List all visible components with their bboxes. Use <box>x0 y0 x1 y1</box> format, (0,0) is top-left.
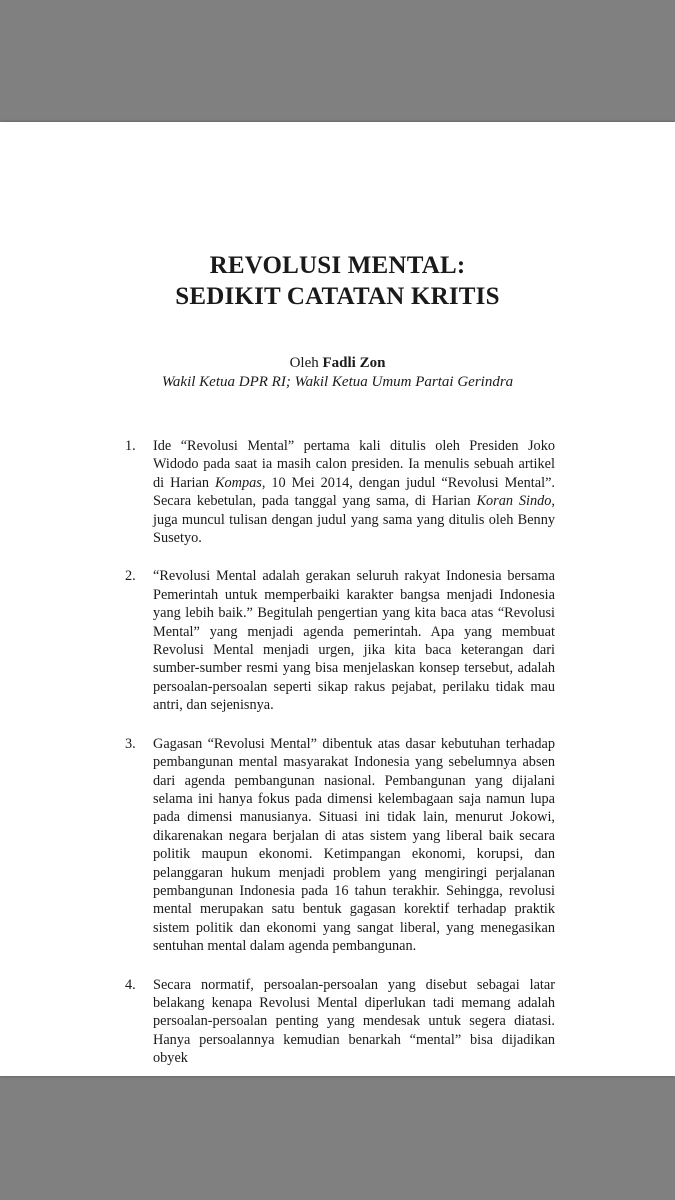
numbered-list <box>125 437 555 1088</box>
title-line-1: REVOLUSI MENTAL: <box>209 252 466 279</box>
title-line-2: SEDIKIT CATATAN KRITIS <box>175 283 500 310</box>
author-prefix: Oleh <box>289 355 319 371</box>
list-item-text: Secara normatif, persoalan-persoalan yang disebut sebagai latar belakang kenapa Revolusi Mental diperlukan tadi memang adalah persoalan-persoalan penting yang mendesak untuk segera diatasi. Hanya persoalannya kemudian benarkah “mental” bisa dijadikan obyek <box>153 976 555 1067</box>
list-item-number: 3. <box>125 735 136 752</box>
list-item <box>125 976 555 1068</box>
document-title <box>0 250 675 312</box>
author-affiliation: Wakil Ketua DPR RI; Wakil Ketua Umum Partai Gerindra <box>161 374 514 390</box>
newspaper-name: Kompas <box>214 474 262 491</box>
list-item-text: “Revolusi Mental adalah gerakan seluruh rakyat Indonesia bersama Pemerintah untuk memperbaiki karakter bangsa menjadi Indonesia yang lebih baik.” Begitulah pengertian yang kita baca atas “Revolusi Mental” yang menjadi agenda pemerintah. Apa yang membuat Revolusi Mental menjadi urgen, jika kita baca keterangan dari sumber-sumber resmi yang bisa menjelaskan konsep tersebut, adalah persoalan-persoalan seperti sikap rakus pejabat, perilaku tidak mau antri, dan sejenisnya. <box>153 568 555 714</box>
list-item-text <box>153 437 555 547</box>
text-segment: Ide “Revolusi Mental” pertama kali ditulis oleh Presiden Joko Widodo pada saat ia masih calon presiden. Ia menulis sebuah artikel di Harian <box>153 438 555 491</box>
text-segment: , juga muncul tulisan dengan judul yang sama yang ditulis oleh Benny Susetyo. <box>153 493 555 547</box>
list-item <box>125 437 555 547</box>
list-item-number: 1. <box>125 438 136 454</box>
list-item-number: 2. <box>125 568 136 585</box>
list-item-number: 4. <box>125 976 136 993</box>
list-item <box>125 567 555 714</box>
author-name: Fadli Zon <box>322 355 386 371</box>
document-page <box>0 122 675 1076</box>
list-item-text: Gagasan “Revolusi Mental” dibentuk atas dasar kebutuhan terhadap pembangunan mental masyarakat Indonesia yang sebelumnya absen dari agenda pembangunan nasional. Pembangunan yang dijalani selama ini hanya fokus pada dimensi kelembagaan saja namun lupa pada dimensi manusianya. Situasi ini tidak lain, menurut Jokowi, dikarenakan negara berjalan di atas sistem yang liberal baik secara politik maupun ekonomi. Ketimpangan ekonomi, korupsi, dan pelanggaran hukum menjadi problem yang mengiringi perjalanan pembangunan Indonesia pada 16 tahun terakhir. Sehingga, revolusi mental merupakan satu bentuk gagasan korektif terhadap praktik sistem politik dan ekonomi yang sangat liberal, yang menegasikan sentuhan mental dalam agenda pembangunan. <box>153 735 555 955</box>
list-item <box>125 735 555 956</box>
text-segment: , 10 Mei 2014, dengan judul “Revolusi Mental”. Secara kebetulan, pada tanggal yang sama, di Harian <box>153 474 555 510</box>
author-line <box>0 354 675 373</box>
newspaper-name: Koran Sindo <box>476 493 552 510</box>
byline <box>0 354 675 392</box>
